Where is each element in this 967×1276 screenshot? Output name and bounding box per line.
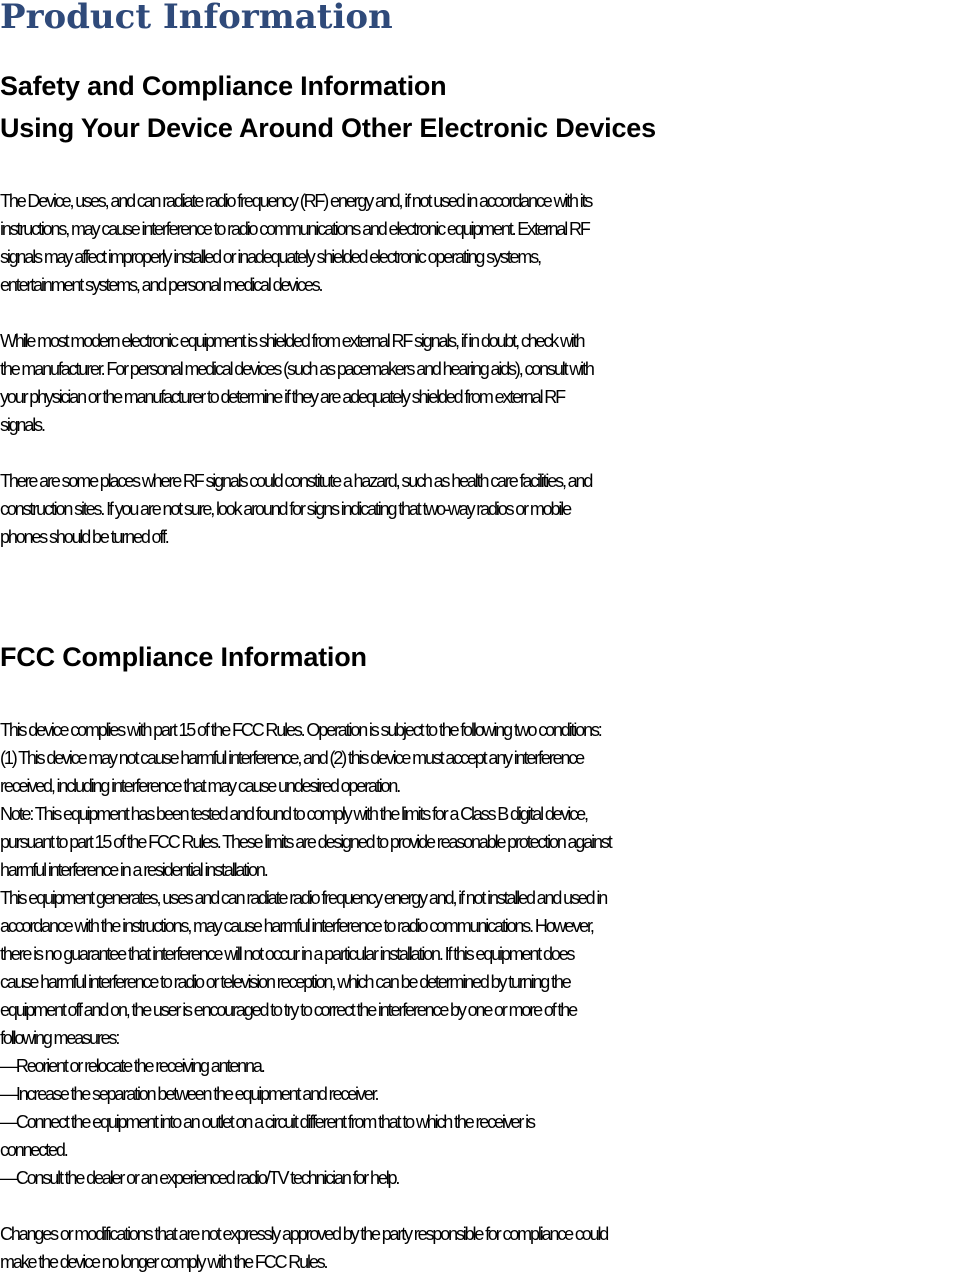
text-line: the manufacturer. For personal medical devices (such as pacemakers and hearing aids), consult with [0,359,593,379]
text-line: your physician or the manufacturer to determine if they are adequately shielded from external RF [0,387,564,407]
text-line: signals may affect improperly installed or inadequately shielded electronic operating systems, [0,247,540,267]
measure-item: —Reorient or relocate the receiving antenna. [0,1056,264,1076]
text-line: harmful interference in a residential installation. [0,860,267,880]
text-line: accordance with the instructions, may cause harmful interference to radio communications. However, [0,916,593,936]
electronic-devices-heading: Using Your Device Around Other Electronic Devices [0,113,656,143]
text-line: Changes or modifications that are not expressly approved by the party responsible for compliance could [0,1224,608,1244]
fcc-compliance-heading: FCC Compliance Information [0,642,367,672]
text-line: entertainment systems, and personal medical devices. [0,275,322,295]
text-line: This equipment generates, uses and can radiate radio frequency energy and, if not installed and used in [0,888,607,908]
text-line: The Device, uses, and can radiate radio frequency (RF) energy and, if not used in accordance with its [0,191,592,211]
text-line: While most modern electronic equipment is shielded from external RF signals, if in doubt, check with [0,331,584,351]
text-line: There are some places where RF signals could constitute a hazard, such as health care facilities, and [0,471,592,491]
text-line: equipment off and on, the user is encouraged to try to correct the interference by one or more of the [0,1000,576,1020]
fcc-body-paragraph [0,716,967,1192]
text-line: signals. [0,415,44,435]
text-line: construction sites. If you are not sure, look around for signs indicating that two-way radios or mobile [0,499,570,519]
hazard-places-paragraph [0,467,967,551]
text-line: received, including interference that may cause undesired operation. [0,776,400,796]
measure-item: —Connect the equipment into an outlet on a circuit different from that to which the receiver is [0,1112,534,1132]
text-line: Note: This equipment has been tested and found to comply with the limits for a Class B digital device, [0,804,587,824]
text-line: make the device no longer comply with the FCC Rules. [0,1252,327,1272]
text-line: connected. [0,1140,67,1160]
text-line: cause harmful interference to radio or television reception, which can be determined by turning the [0,972,570,992]
measure-item: —Increase the separation between the equipment and receiver. [0,1084,378,1104]
text-line: This device complies with part 15 of the FCC Rules. Operation is subject to the following two conditions: [0,720,601,740]
text-line: pursuant to part 15 of the FCC Rules. These limits are designed to provide reasonable protection against [0,832,611,852]
text-line: (1) This device may not cause harmful interference, and (2) this device must accept any interference [0,748,584,768]
rf-energy-paragraph [0,187,967,299]
page-title: Product Information [0,0,393,37]
safety-compliance-heading: Safety and Compliance Information [0,71,447,101]
modifications-paragraph [0,1220,967,1276]
measure-item: —Consult the dealer or an experienced radio/TV technician for help. [0,1168,399,1188]
text-line: phones should be turned off. [0,527,168,547]
text-line: following measures: [0,1028,119,1048]
text-line: instructions, may cause interference to radio communications and electronic equipment. External RF [0,219,589,239]
shielding-paragraph [0,327,967,439]
text-line: there is no guarantee that interference will not occur in a particular installation. If this equipment does [0,944,574,964]
